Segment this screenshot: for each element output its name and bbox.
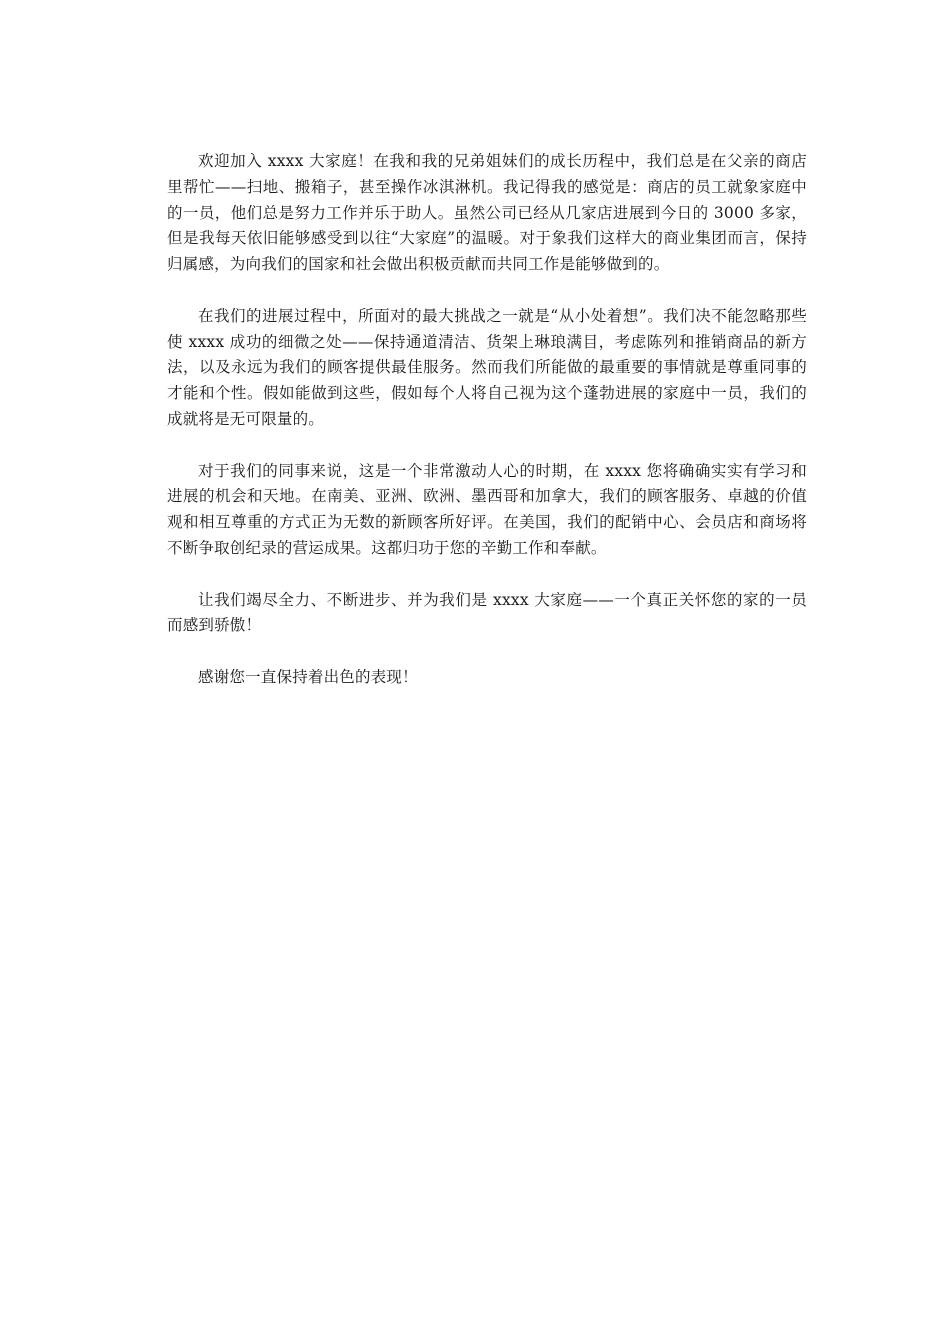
letter-body (167, 149, 807, 717)
paragraph-opportunity: 对于我们的同事来说，这是一个非常激动人心的时期，在 xxxx 您将确确实实有学习和进展的机会和天地。在南美、亚洲、欧洲、墨西哥和加拿大，我们的顾客服务、卓越的价值观和相互尊重的方式正为无数的新顾客所好评。在美国，我们的配销中心、会员店和商场将不断争取创纪录的营运成果。这都归功于您的辛勤工作和奉献。 (167, 461, 807, 557)
paragraph-welcome: 欢迎加入 xxxx 大家庭！在我和我的兄弟姐妹们的成长历程中，我们总是在父亲的商店里帮忙——扫地、搬箱子，甚至操作冰淇淋机。我记得我的感觉是：商店的员工就象家庭中的一员，他们总是努力工作并乐于助人。虽然公司已经从几家店进展到今日的 3000 多家，但是我每天依旧能够感受到以往“大家庭”的温暖。对于象我们这样大的商业集团而言，保持归属感，为向我们的国家和社会做出积极贡献而共同工作是能够做到的。 (167, 152, 807, 274)
paragraph-challenge: 在我们的进展过程中，所面对的最大挑战之一就是“从小处着想”。我们决不能忽略那些使 xxxx 成功的细微之处——保持通道清洁、货架上琳琅满目，考虑陈列和推销商品的新方法，以及永远为我们的顾客提供最佳服务。然而我们所能做的最重要的事情就是尊重同事的才能和个性。假如能做到这些，假如每个人将自己视为这个蓬勃进展的家庭中一员，我们的成就将是无可限量的。 (167, 306, 807, 428)
paragraph-pride: 让我们竭尽全力、不断进步、并为我们是 xxxx 大家庭——一个真正关怀您的家的一员而感到骄傲！ (167, 590, 807, 635)
paragraph-thanks: 感谢您一直保持着出色的表现！ (198, 667, 418, 686)
